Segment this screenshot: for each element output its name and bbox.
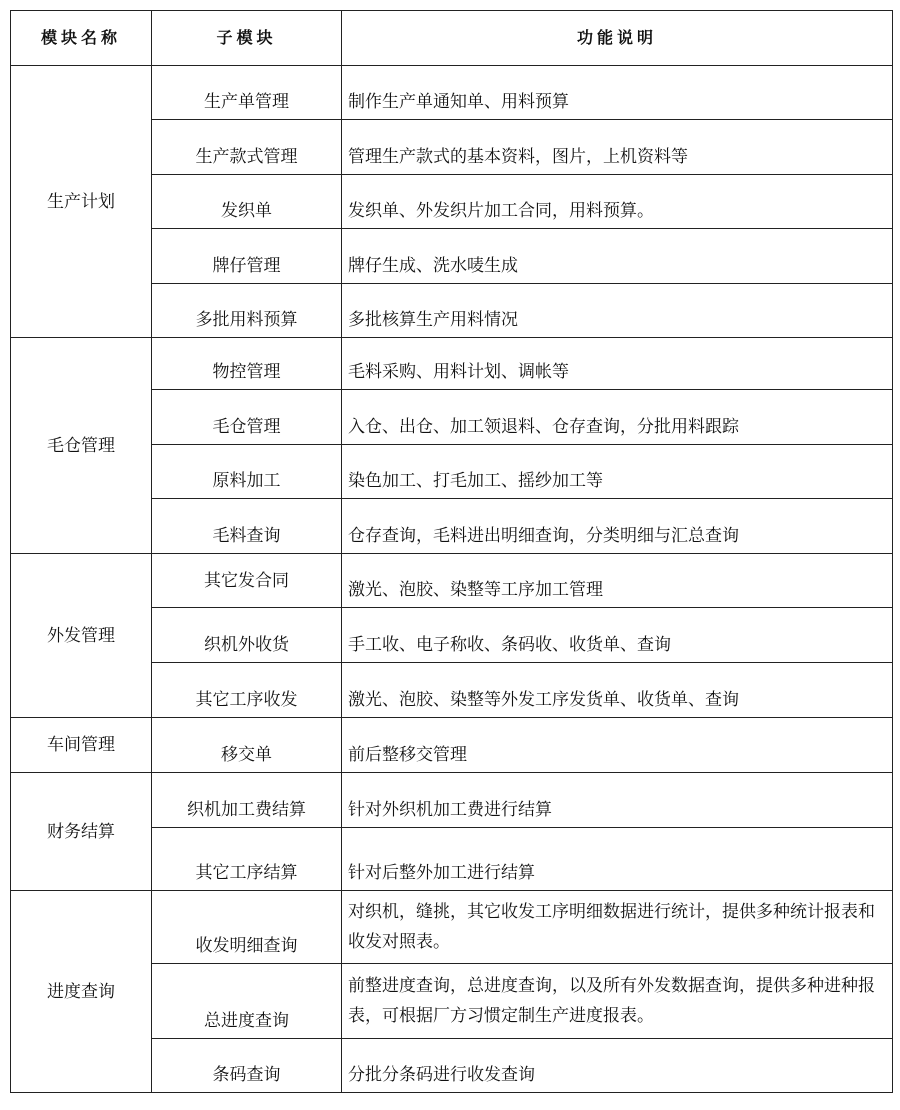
- table-row: [11, 338, 893, 390]
- submodule-cell: 发织单: [152, 175, 342, 229]
- description-cell: 多批核算生产用料情况: [342, 284, 893, 338]
- header-description: 功能说明: [342, 11, 893, 66]
- description-cell: 管理生产款式的基本资料，图片，上机资料等: [342, 120, 893, 175]
- submodule-cell: 毛料查询: [152, 499, 342, 554]
- submodule-cell: 其它工序结算: [152, 828, 342, 891]
- table-row: [11, 718, 893, 773]
- submodule-cell: 毛仓管理: [152, 390, 342, 445]
- module-cell: 外发管理: [11, 554, 152, 718]
- module-cell: 进度查询: [11, 891, 152, 1093]
- submodule-cell: 多批用料预算: [152, 284, 342, 338]
- submodule-cell: 生产单管理: [152, 66, 342, 120]
- submodule-cell: 原料加工: [152, 445, 342, 499]
- description-cell: 制作生产单通知单、用料预算: [342, 66, 893, 120]
- submodule-cell: 生产款式管理: [152, 120, 342, 175]
- submodule-cell: 其它发合同: [152, 554, 342, 608]
- description-cell: 激光、泡胶、染整等工序加工管理: [342, 554, 893, 608]
- submodule-cell: 其它工序收发: [152, 663, 342, 718]
- function-table: [10, 10, 893, 1093]
- header-row: [11, 11, 893, 66]
- description-cell: 前后整移交管理: [342, 718, 893, 773]
- description-cell: 手工收、电子称收、条码收、收货单、查询: [342, 608, 893, 663]
- description-cell: 对织机，缝挑，其它收发工序明细数据进行统计，提供多种统计报表和收发对照表。: [342, 891, 893, 964]
- module-cell: 车间管理: [11, 718, 152, 773]
- table-row: [11, 891, 893, 964]
- module-cell: 毛仓管理: [11, 338, 152, 554]
- description-cell: 针对外织机加工费进行结算: [342, 773, 893, 828]
- submodule-cell: 物控管理: [152, 338, 342, 390]
- description-cell: 发织单、外发织片加工合同，用料预算。: [342, 175, 893, 229]
- header-submodule: 子模块: [152, 11, 342, 66]
- description-cell: 针对后整外加工进行结算: [342, 828, 893, 891]
- submodule-cell: 收发明细查询: [152, 891, 342, 964]
- description-cell: 仓存查询，毛料进出明细查询，分类明细与汇总查询: [342, 499, 893, 554]
- description-cell: 毛料采购、用料计划、调帐等: [342, 338, 893, 390]
- table-row: [11, 66, 893, 120]
- table-row: [11, 554, 893, 608]
- submodule-cell: 织机加工费结算: [152, 773, 342, 828]
- description-cell: 入仓、出仓、加工领退料、仓存查询，分批用料跟踪: [342, 390, 893, 445]
- submodule-cell: 牌仔管理: [152, 229, 342, 284]
- description-cell: 染色加工、打毛加工、摇纱加工等: [342, 445, 893, 499]
- submodule-cell: 条码查询: [152, 1039, 342, 1093]
- module-cell: 生产计划: [11, 66, 152, 338]
- table-row: [11, 773, 893, 828]
- submodule-cell: 总进度查询: [152, 964, 342, 1039]
- description-cell: 分批分条码进行收发查询: [342, 1039, 893, 1093]
- header-module: 模块名称: [11, 11, 152, 66]
- module-cell: 财务结算: [11, 773, 152, 891]
- submodule-cell: 织机外收货: [152, 608, 342, 663]
- description-cell: 激光、泡胶、染整等外发工序发货单、收货单、查询: [342, 663, 893, 718]
- description-cell: 牌仔生成、洗水唛生成: [342, 229, 893, 284]
- description-cell: 前整进度查询，总进度查询，以及所有外发数据查询，提供多种进种报表，可根据厂方习惯定制生产进度报表。: [342, 964, 893, 1039]
- submodule-cell: 移交单: [152, 718, 342, 773]
